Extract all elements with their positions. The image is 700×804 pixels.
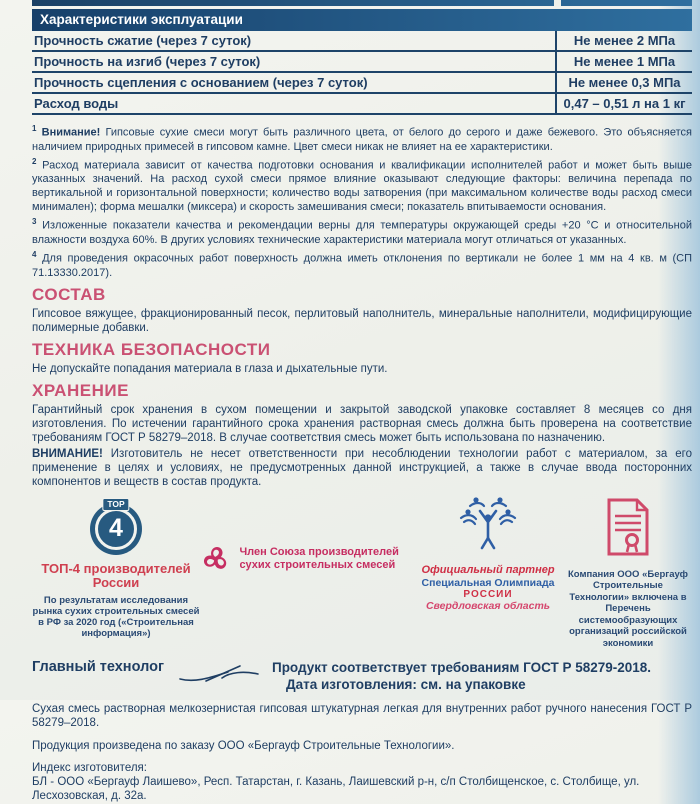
footnote bbox=[32, 155, 692, 215]
manufacturer-address: БЛ - ООО «Бергауф Лаишево», Респ. Татарстан, г. Казань, Лаишевский р-н, с/п Столбищенское, с. Столбище, ул. Лесхозовская, д. 32а. bbox=[32, 776, 640, 802]
badge-top4 bbox=[32, 498, 200, 639]
footnote bbox=[32, 248, 692, 280]
top4-note: По результатам исследования рынка сухих строительных смесей в РФ за 2020 год («Строительная информация») bbox=[32, 594, 200, 639]
top4-number: 4 bbox=[95, 508, 137, 550]
section-title-composition: СОСТАВ bbox=[32, 284, 106, 304]
cutoff-table-strip bbox=[32, 0, 692, 6]
certificate-icon bbox=[605, 498, 651, 556]
row-label: Прочность сжатие (через 7 суток) bbox=[34, 33, 252, 48]
product-description: Сухая смесь растворная мелкозернистая гипсовая штукатурная легкая для внутренних работ ручного нанесения ГОСТ Р 58279–2018. bbox=[32, 703, 692, 730]
row-label: Прочность на изгиб (через 7 суток) bbox=[34, 54, 261, 69]
footnote bbox=[32, 122, 692, 154]
footnote-number: 3 bbox=[32, 217, 37, 227]
footnote-text: Изложенные показатели качества и рекомендации верны для температуры окружающей среды +20 °C и относительной влажности воздуха 60%. В других условиях технические характеристики материала могут отличаться от указанных. bbox=[32, 219, 692, 246]
certification-badges-row bbox=[32, 498, 692, 650]
footnotes-block bbox=[32, 122, 692, 280]
footnote-bold: Внимание! bbox=[41, 126, 101, 139]
table-row bbox=[32, 94, 692, 115]
badge-registry bbox=[564, 498, 692, 650]
manufacture-date-label: Дата изготовления: см. на упаковке bbox=[285, 677, 526, 693]
row-value: Не менее 0,3 МПа bbox=[555, 73, 692, 92]
top4-banner-label: TOP bbox=[102, 498, 129, 511]
characteristics-table bbox=[32, 9, 692, 115]
section-title-safety: ТЕХНИКА БЕЗОПАСНОСТИ bbox=[32, 339, 271, 359]
packaging-label bbox=[32, 0, 692, 804]
manufacturer-block bbox=[32, 740, 692, 803]
signature-icon bbox=[178, 663, 262, 685]
section-body-safety: Не допускайте попадания материала в глаза и дыхательные пути. bbox=[32, 362, 388, 375]
badge-union bbox=[200, 530, 412, 588]
column-divider-gap bbox=[554, 0, 561, 6]
compliance-block bbox=[272, 659, 651, 693]
registry-note: Компания ООО «Бергауф Строительные Технологии» включена в Перечень системообразующих организаций российской экономики bbox=[567, 568, 688, 649]
table-row bbox=[32, 73, 692, 94]
badge-special-olympics bbox=[412, 494, 564, 612]
table-header: Характеристики эксплуатации bbox=[32, 9, 692, 31]
triskelion-icon bbox=[200, 530, 231, 588]
row-value: 0,47 – 0,51 л на 1 кг bbox=[555, 94, 692, 113]
top4-title: ТОП-4 производителей России bbox=[41, 560, 191, 590]
footnote-number: 2 bbox=[32, 156, 37, 166]
top4-medal-icon bbox=[88, 498, 144, 556]
chief-technologist-label: Главный технолог bbox=[32, 659, 164, 676]
olympics-region-line: Свердловская область bbox=[425, 599, 551, 612]
footnote-text: Расход материала зависит от качества подготовки основания и квалификации исполнителей работ и может быть выше указанных значений. На расход сухой смеси прямое влияние оказывают следующие факторы: величина перепада по вертикальной и горизонтальной поверхности; количество воды затворения (при максимальном количестве воды расход смеси минимален); форма мешалки (миксера) и скорость замешивания смеси; показатель впитываемости основания. bbox=[32, 159, 692, 214]
row-label: Прочность сцепления с основанием (через 7 суток) bbox=[34, 75, 368, 90]
table-row bbox=[32, 31, 692, 52]
manufacturer-index-label: Индекс изготовителя: bbox=[32, 761, 147, 774]
section-title-storage: ХРАНЕНИЕ bbox=[32, 380, 129, 400]
row-value: Не менее 2 МПа bbox=[555, 31, 692, 50]
compliance-statement: Продукт соответствует требованиям ГОСТ Р 58279-2018. bbox=[271, 660, 652, 676]
warning-bold: ВНИМАНИЕ! bbox=[32, 447, 103, 460]
footnote-number: 4 bbox=[32, 249, 37, 259]
footnote-text: Для проведения окрасочных работ поверхность должна иметь отклонения по вертикали не более 1 мм на 4 кв. м (СП 71.13330.2017). bbox=[32, 252, 693, 279]
section-body-composition: Гипсовое вяжущее, фракционированный песок, перлитовый наполнитель, минеральные наполнители, модифицирующие полимерные добавки. bbox=[32, 307, 692, 334]
warning-text: Изготовитель не несет ответственности при несоблюдении технологии работ с материалом, за его применение в целях и условиях, не предусмотренных данной инструкцией, а также в случае ввода посторонних компонентов и веществ в состав продукта. bbox=[32, 447, 692, 488]
table-row bbox=[32, 52, 692, 73]
olympics-russia-line: РОССИИ bbox=[463, 588, 513, 600]
row-value: Не менее 1 МПа bbox=[555, 52, 692, 71]
row-label: Расход воды bbox=[34, 96, 119, 111]
olympics-partner-line: Официальный партнер bbox=[421, 563, 555, 576]
storage-warning bbox=[32, 447, 692, 489]
olympics-name-line: Специальная Олимпиада bbox=[421, 576, 555, 589]
special-olympics-icon bbox=[455, 494, 521, 556]
section-body-storage: Гарантийный срок хранения в сухом помещении и закрытой заводской упаковке составляет 8 месяцев со дня изготовления. По истечении гарантийного срока хранения растворная смесь должна быть проверена на соответствие требованиям ГОСТ Р 58279–2018. В случае соответствия смесь может быть использована по назначению. bbox=[32, 403, 692, 444]
footnote-number: 1 bbox=[32, 124, 37, 133]
union-member-text: Член Союза производителей сухих строительных смесей bbox=[239, 545, 399, 571]
signoff-row bbox=[32, 659, 692, 693]
footnote bbox=[32, 215, 692, 247]
footnote-text: Гипсовые сухие смеси могут быть различного цвета, от белого до серого и даже бежевого. Это объясняется наличием природных примесей в гипсовом камне. Цвет смеси никак не влияет на ее характеристики. bbox=[32, 126, 692, 153]
ordered-by-line: Продукция произведена по заказу ООО «Бергауф Строительные Технологии». bbox=[32, 740, 455, 753]
